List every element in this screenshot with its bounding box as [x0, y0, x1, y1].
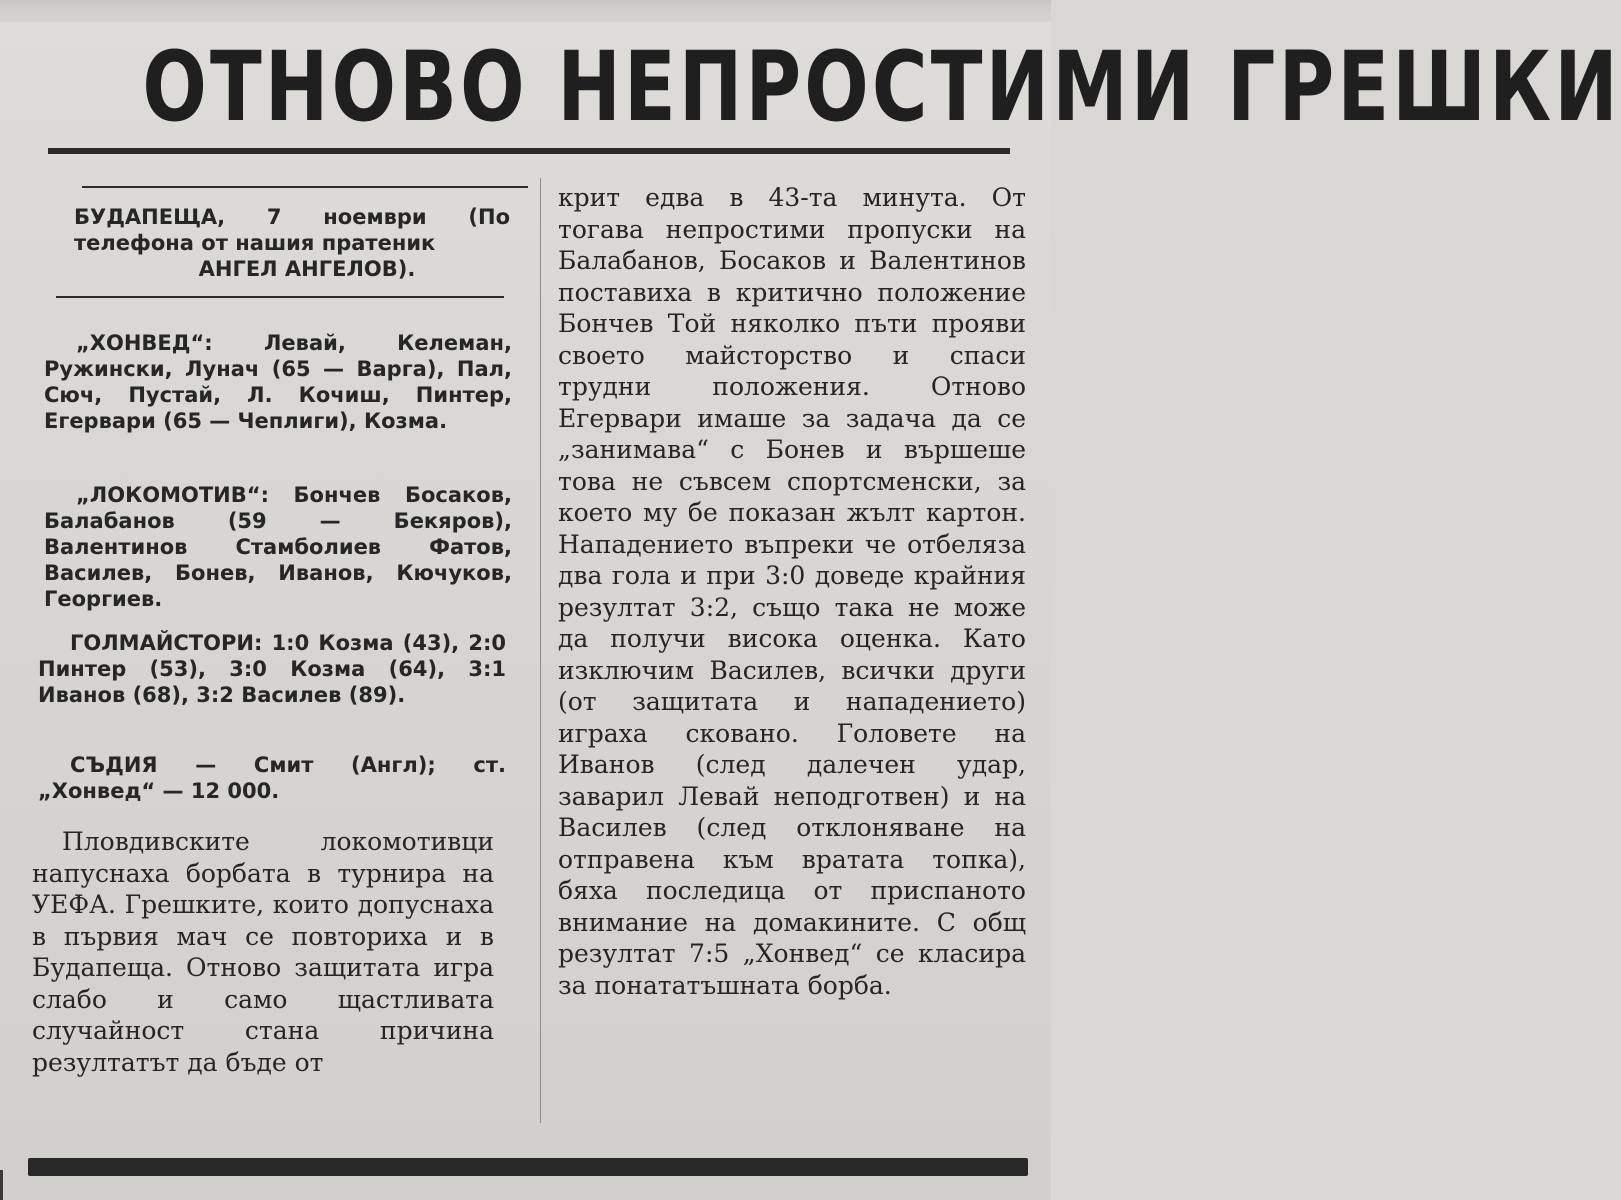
honved-lineup: „ХОНВЕД“: Левай, Келеман, Ружински, Лунач (65 — Варга), Пал, Сюч, Пустай, Л. Кочиш, Пинтер, Егервари (65 — Чеплиги), Козма. — [44, 331, 512, 433]
margin-mark — [0, 1170, 3, 1200]
previous-article-edge — [0, 0, 1051, 22]
article-body-right-column: крит едва в 43-та минута. От тогава непростими пропуски на Балабанов, Босаков и Валентинов поставиха в критично положение Бончев Той няколко пъти прояви своето майсторство и спаси трудни положения. Отново Егервари имаше за задача да се „занимава“ с Бонев и вършеше това не съвсем спортсменски, за което му бе показан жълт картон. Нападението въпреки че отбеляза два гола и при 3:0 доведе крайния резултат 3:2, също така не може да получи висока оценка. Като изключим Василев, всички други (от защитата и нападението) играха сковано. Головете на Иванов (след далечен удар, заварил Левай неподготвен) и на Василев (след отклоняване на отправена към вратата топка), бяха последица от приспаното внимание на домакините. С общ резултат 7:5 „Хонвед“ се класира за понататъшната борба. — [558, 183, 1026, 1000]
dateline-author: АНГЕЛ АНГЕЛОВ). — [198, 257, 416, 281]
dateline — [74, 204, 510, 282]
dateline-text: БУДАПЕЩА, 7 ноември (По телефона от нашия пратеник — [74, 205, 510, 255]
dateline-top-rule — [82, 186, 528, 188]
dateline-bottom-rule — [56, 296, 504, 298]
column-divider — [540, 178, 541, 1123]
article-body-left-column: Пловдивските локомотивци напуснаха борбата в турнира на УЕФА. Грешките, които допуснаха в първия мач се повториха и в Будапеща. Отново защитата игра слабо и само щастливата случайност стана причина резултатът да бъде от — [32, 827, 494, 1077]
bottom-rule — [28, 1158, 1028, 1176]
lokomotiv-lineup: „ЛОКОМОТИВ“: Бончев Босаков, Балабанов (59 — Бекяров), Валентинов Стамболиев Фатов, Василев, Бонев, Иванов, Кючуков, Георгиев. — [44, 483, 512, 611]
headline-rule — [48, 148, 1010, 154]
goalscorers: ГОЛМАЙСТОРИ: 1:0 Козма (43), 2:0 Пинтер (53), 3:0 Козма (64), 3:1 Иванов (68), 3:2 Василев (89). — [38, 631, 506, 707]
article-headline: ОТНОВО НЕПРОСТИМИ ГРЕШКИ — [142, 31, 1621, 143]
referee-and-venue: СЪДИЯ — Смит (Англ); ст. „Хонвед“ — 12 000. — [38, 753, 506, 803]
